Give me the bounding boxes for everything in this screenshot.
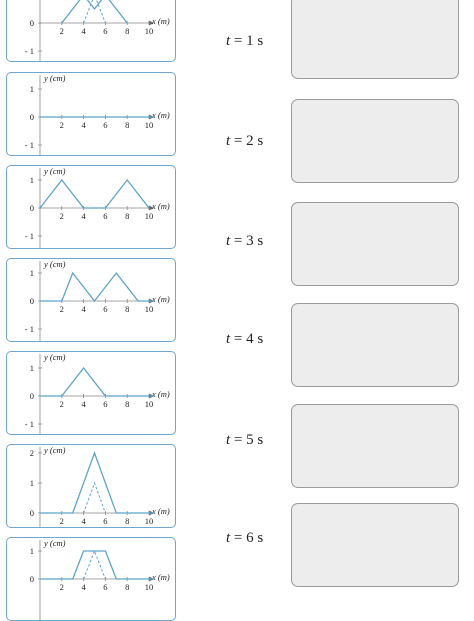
time-label-6	[226, 530, 286, 547]
drop-target-4[interactable]	[291, 303, 459, 387]
time-variable: t	[226, 33, 231, 49]
waveform-curve	[40, 368, 154, 396]
time-variable: t	[226, 432, 231, 448]
time-label-5	[226, 432, 286, 449]
y-tick-label: - 1	[24, 419, 34, 429]
graph-card-2[interactable]	[6, 72, 176, 156]
x-axis-label: x (m)	[152, 110, 170, 120]
wave-graph	[7, 445, 176, 528]
time-variable: t	[226, 233, 231, 249]
x-tick-label: 6	[103, 211, 108, 221]
x-tick-label: 6	[103, 120, 108, 130]
y-tick-label: 0	[29, 508, 34, 518]
x-tick-label: 10	[144, 516, 154, 526]
x-tick-label: 4	[81, 26, 86, 36]
component-pulse-dashed	[84, 0, 106, 23]
x-axis-label: x (m)	[152, 506, 170, 516]
y-tick-label: 2	[29, 448, 34, 458]
x-tick-label: 4	[81, 211, 86, 221]
x-tick-label: 10	[144, 304, 154, 314]
y-axis-label: y (cm)	[44, 73, 66, 83]
x-tick-label: 4	[81, 120, 86, 130]
time-value: = 3 s	[230, 233, 264, 249]
x-tick-label: 2	[59, 516, 64, 526]
x-tick-label: 10	[144, 211, 154, 221]
x-axis-label: x (m)	[152, 389, 170, 399]
time-label-4	[226, 331, 286, 348]
y-tick-label: 0	[29, 391, 34, 401]
y-tick-label: 0	[29, 574, 34, 584]
y-axis-label: y (cm)	[44, 259, 66, 269]
x-tick-label: 4	[81, 399, 86, 409]
x-tick-label: 6	[103, 516, 108, 526]
wave-graph	[7, 352, 176, 435]
waveform-curve	[40, 273, 154, 301]
x-tick-label: 6	[103, 304, 108, 314]
x-tick-label: 2	[59, 26, 64, 36]
x-tick-label: 2	[59, 120, 64, 130]
waveform-curve	[40, 453, 154, 513]
x-tick-label: 2	[59, 211, 64, 221]
y-tick-label: - 1	[24, 231, 34, 241]
x-tick-label: 2	[59, 304, 64, 314]
graph-card-7[interactable]	[6, 537, 176, 621]
wave-graph	[7, 259, 176, 342]
time-value: = 5 s	[230, 432, 264, 448]
time-label-1	[226, 33, 286, 50]
time-variable: t	[226, 133, 231, 149]
drop-target-3[interactable]	[291, 202, 459, 286]
y-tick-label: 0	[29, 18, 34, 28]
time-variable: t	[226, 530, 231, 546]
graph-card-1[interactable]	[6, 0, 176, 62]
y-tick-label: 1	[29, 84, 34, 94]
x-axis-label: x (m)	[152, 201, 170, 211]
y-tick-label: 1	[29, 268, 34, 278]
x-tick-label: 6	[103, 399, 108, 409]
x-tick-label: 4	[81, 516, 86, 526]
time-label-3	[226, 233, 286, 250]
wave-graph	[7, 73, 176, 156]
x-tick-label: 8	[125, 304, 130, 314]
drop-target-1[interactable]	[291, 0, 459, 79]
x-tick-label: 6	[103, 582, 108, 592]
x-tick-label: 10	[144, 26, 154, 36]
y-axis-label: y (cm)	[44, 445, 66, 455]
y-tick-label: 0	[29, 203, 34, 213]
x-tick-label: 4	[81, 582, 86, 592]
x-axis-label: x (m)	[152, 572, 170, 582]
graph-card-6[interactable]	[6, 444, 176, 528]
y-tick-label: - 1	[24, 140, 34, 150]
component-pulse-dashed	[84, 483, 106, 513]
waveform-curve	[62, 0, 127, 23]
y-tick-label: 1	[29, 546, 34, 556]
waveform-curve	[40, 551, 154, 579]
x-tick-label: 8	[125, 399, 130, 409]
x-tick-label: 10	[144, 399, 154, 409]
x-tick-label: 8	[125, 582, 130, 592]
x-axis-label: x (m)	[152, 16, 170, 26]
y-tick-label: - 1	[24, 324, 34, 334]
wave-graph	[7, 0, 176, 62]
y-tick-label: 0	[29, 112, 34, 122]
time-label-2	[226, 133, 286, 150]
y-axis-label: y (cm)	[44, 166, 66, 176]
y-axis-label: y (cm)	[44, 352, 66, 362]
time-value: = 6 s	[230, 530, 264, 546]
x-tick-label: 2	[59, 399, 64, 409]
graph-card-5[interactable]	[6, 351, 176, 435]
waveform-curve	[40, 180, 149, 208]
x-tick-label: 8	[125, 211, 130, 221]
x-tick-label: 10	[144, 120, 154, 130]
wave-graph	[7, 538, 176, 621]
drop-target-6[interactable]	[291, 503, 459, 587]
time-variable: t	[226, 331, 231, 347]
graph-card-3[interactable]	[6, 165, 176, 249]
y-tick-label: 0	[29, 296, 34, 306]
x-tick-label: 8	[125, 516, 130, 526]
y-tick-label: - 1	[24, 46, 34, 56]
y-axis-label: y (cm)	[44, 538, 66, 548]
time-value: = 1 s	[230, 33, 264, 49]
graph-card-4[interactable]	[6, 258, 176, 342]
x-tick-label: 10	[144, 582, 154, 592]
x-axis-label: x (m)	[152, 294, 170, 304]
y-tick-label: 1	[29, 175, 34, 185]
time-value: = 2 s	[230, 133, 264, 149]
x-tick-label: 4	[81, 304, 86, 314]
drop-target-2[interactable]	[291, 99, 459, 183]
x-tick-label: 6	[103, 26, 108, 36]
y-tick-label: 1	[29, 478, 34, 488]
time-value: = 4 s	[230, 331, 264, 347]
drop-target-5[interactable]	[291, 404, 459, 488]
wave-graph	[7, 166, 176, 249]
x-tick-label: 8	[125, 26, 130, 36]
x-tick-label: 2	[59, 582, 64, 592]
y-tick-label: 1	[29, 363, 34, 373]
component-pulse-dashed	[84, 551, 106, 579]
x-tick-label: 8	[125, 120, 130, 130]
